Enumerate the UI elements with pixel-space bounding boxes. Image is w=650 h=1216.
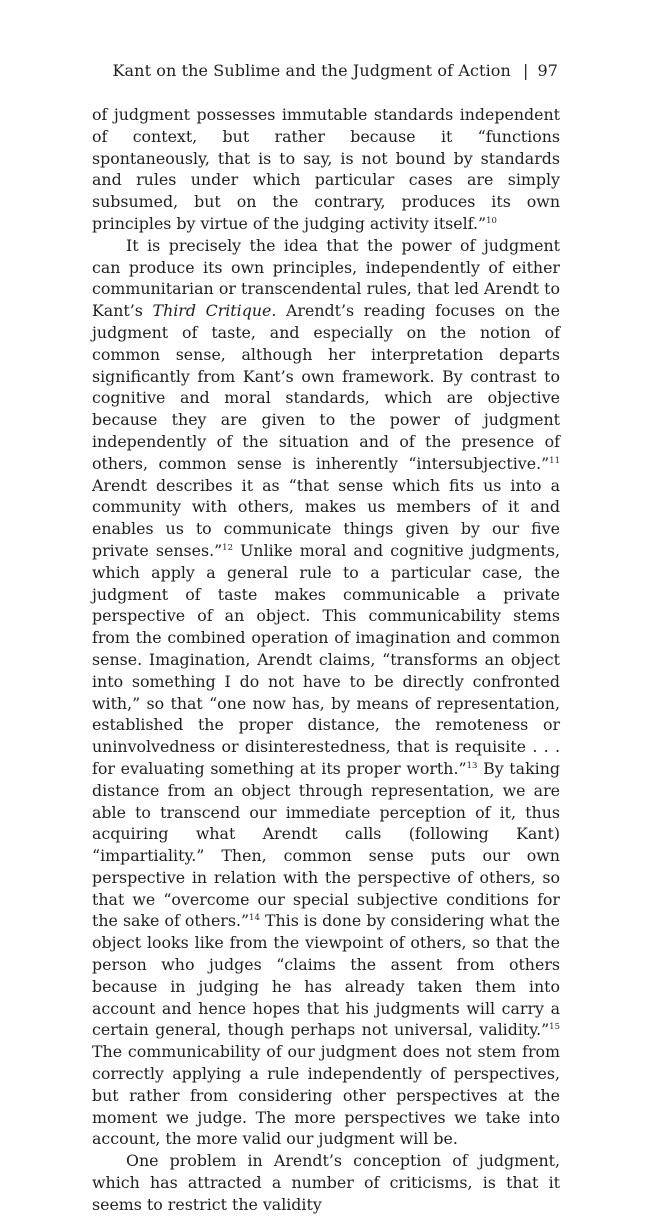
paragraph-2-part-3: Arendt describes it as “that sense which fits us into a community with others, makes us members of it and enables us to communicate things given by our five private senses.” [92, 475, 560, 560]
paragraph-1-text: of judgment possesses immutable standards independent of context, but rather because it “functions spontaneously, that is to say, is not bound by standards and rules under which particular cases are simply subsumed, but on the contrary, produces its own principles by virtue of the judging activity itself.” [92, 105, 560, 233]
footnote-ref-14: 14 [249, 913, 260, 924]
footnote-ref-15: 15 [549, 1022, 560, 1033]
paragraph-2-part-7: The communicability of our judgment does not stem from correctly applying a rule independently of perspectives, but rather from considering other perspectives at the moment we judge. The more perspectives we take into account, the more valid our judgment will be. [92, 1042, 560, 1149]
paragraph-2-part-1: It is precisely the idea that the power of judgment can produce its own principles, independently of either communitarian or transcendental rules, that led Arendt to Kant’s [92, 235, 560, 321]
paragraph-1 [92, 104, 560, 235]
running-head [112, 60, 558, 82]
body-text [92, 104, 560, 1216]
footnote-ref-11: 11 [549, 455, 560, 466]
footnote-ref-13: 13 [466, 760, 478, 771]
paragraph-3 [92, 1150, 560, 1215]
running-title: Kant on the Sublime and the Judgment of Action [112, 61, 511, 80]
paragraph-2-part-6: This is done by considering what the object looks like from the viewpoint of others, so that the person who judges “claims the assent from others because in judging he has already taken them into account and hence hopes that his judgments will carry a certain general, though perhaps not universal, validity.” [92, 911, 561, 1040]
page-number: 97 [537, 61, 558, 80]
paragraph-2 [92, 235, 560, 1150]
paragraph-2-part-5: By taking distance from an object through representation, we are able to transcend our immediate perception of it, thus acquiring what Arendt calls (following Kant) “impartiality.” Then, common sense puts our own perspective in relation with the perspective of others, so that we “overcome our special subjective conditions for the sake of others.” [92, 758, 560, 931]
footnote-ref-12: 12 [222, 542, 233, 553]
paragraph-2-part-4: Unlike moral and cognitive judgments, which apply a general rule to a particular case, the judgment of taste makes communicable a private perspective of an object. This communicability stems from the combined operation of imagination and common sense. Imagination, Arendt claims, “transforms an object into something I do not have to be directly confronted with,” so that “one now has, by means of representation, established the proper distance, the remoteness or uninvolvedness or disinterestedness, that is requisite . . . for evaluating something at its proper worth.” [92, 540, 560, 778]
footnote-ref-10: 10 [486, 215, 497, 226]
paragraph-2-part-2: . Arendt’s reading focuses on the judgment of taste, and especially on the notion of common sense, although her interpretation departs significantly from Kant’s own framework. By contrast to cognitive and moral standards, which are objective because they are given to the power of judgment independently of the situation and of the presence of others, common sense is inherently “intersubjective.” [92, 301, 560, 473]
book-title-third-critique: Third Critique [152, 301, 272, 321]
header-separator: | [522, 61, 529, 80]
paragraph-3-text: One problem in Arendt’s conception of judgment, which has attracted a number of criticisms, is that it seems to restrict the validity [92, 1151, 560, 1214]
